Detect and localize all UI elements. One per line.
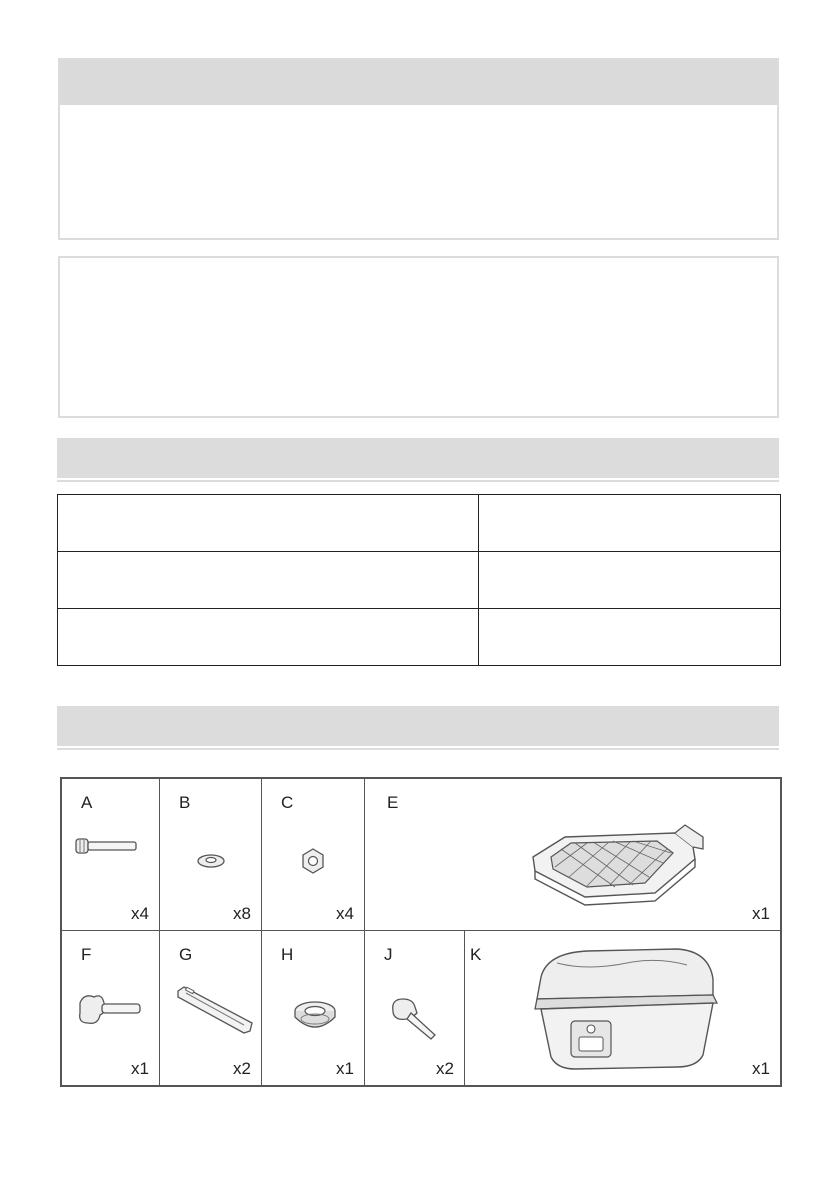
part-quantity: x2 [436, 1059, 454, 1078]
part-letter: H [281, 945, 294, 964]
part-letter: K [470, 945, 482, 964]
table-row [58, 495, 781, 552]
part-cell-f [62, 931, 160, 1085]
bracket-icon [174, 983, 256, 1037]
part-quantity: x1 [336, 1059, 354, 1078]
part-quantity: x2 [233, 1059, 251, 1078]
part-quantity: x4 [131, 904, 149, 923]
table-row [58, 552, 781, 609]
table-row [58, 609, 781, 666]
bolt-icon [72, 831, 142, 861]
part-letter: F [81, 945, 92, 964]
part-cell-h [262, 931, 365, 1085]
parts-section-header [57, 706, 779, 746]
section-divider [57, 480, 779, 482]
part-quantity: x1 [752, 904, 770, 923]
part-cell-e [365, 779, 780, 931]
part-cell-k [465, 931, 780, 1085]
part-letter: A [81, 793, 93, 812]
notice-box-header [60, 60, 777, 105]
grommet-icon [290, 997, 340, 1039]
part-cell-b [160, 779, 262, 931]
table-cell [479, 609, 781, 666]
part-cell-a [62, 779, 160, 931]
table-cell [58, 609, 479, 666]
part-letter: E [387, 793, 399, 812]
part-quantity: x1 [131, 1059, 149, 1078]
key-icon [387, 991, 443, 1041]
table-cell [479, 495, 781, 552]
knob-icon [74, 989, 144, 1033]
part-cell-g [160, 931, 262, 1085]
part-quantity: x4 [336, 904, 354, 923]
part-cell-c [262, 779, 365, 931]
part-letter: B [179, 793, 191, 812]
table-cell [58, 495, 479, 552]
specifications-table [57, 494, 781, 666]
section-divider [57, 748, 779, 750]
top-case-icon [527, 943, 723, 1075]
nut-icon [300, 847, 326, 875]
base-plate-icon [525, 819, 705, 909]
part-quantity: x8 [233, 904, 251, 923]
parts-grid [60, 777, 782, 1087]
part-letter: G [179, 945, 193, 964]
table-cell [58, 552, 479, 609]
washer-icon [194, 851, 228, 871]
part-quantity: x1 [752, 1059, 770, 1078]
table-cell [479, 552, 781, 609]
part-letter: C [281, 793, 294, 812]
part-cell-j [365, 931, 465, 1085]
specifications-section-header [57, 438, 779, 478]
part-letter: J [384, 945, 393, 964]
info-box [58, 256, 779, 418]
notice-box [58, 58, 779, 240]
